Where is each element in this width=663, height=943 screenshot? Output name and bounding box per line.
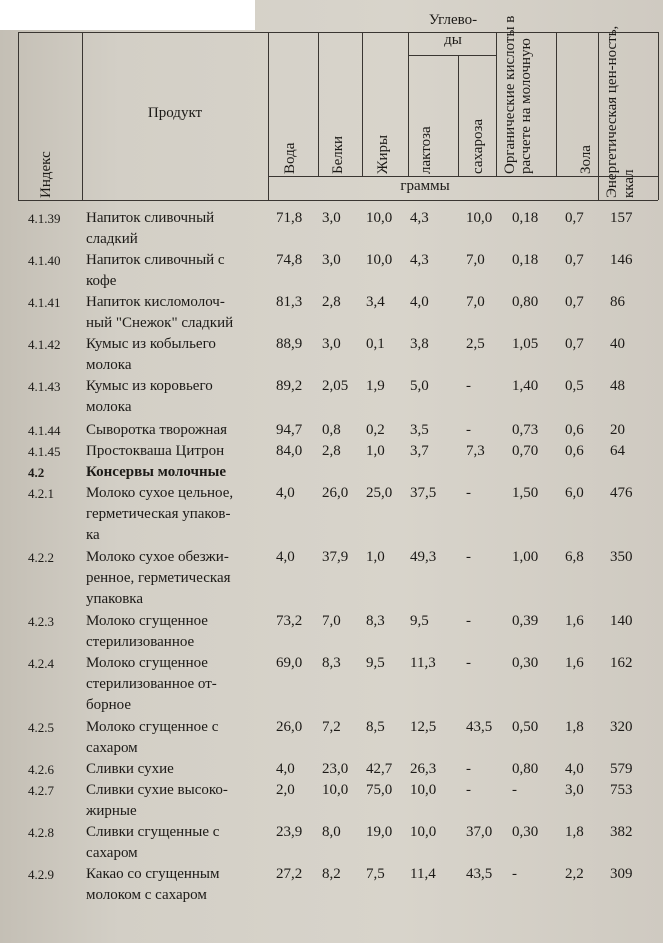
cell-sucrose: 7,0 [466,294,485,310]
carbs-subrule [408,55,496,56]
cell-water: 84,0 [276,443,303,459]
cell-ash: 0,7 [565,210,584,226]
cell-energy: 350 [610,549,633,565]
cell-fat: 8,3 [366,613,385,629]
cell-acids: 1,05 [512,336,539,352]
cell-lactose: 37,5 [410,485,437,501]
cell-fat: 1,0 [366,443,385,459]
cell-energy: 146 [610,252,633,268]
blank-area [0,0,255,30]
cell-ash: 0,6 [565,443,584,459]
product-name-line: Кумыс из кобыльего [86,336,216,352]
cell-lactose: 11,4 [410,866,436,882]
cell-protein: 8,2 [322,866,341,882]
product-name-line: Сливки сгущенные с [86,824,220,840]
row-index: 4.2.9 [28,867,54,882]
product-name-line: Сливки сухие [86,761,174,777]
product-name-line: сладкий [86,231,138,247]
header-water: Вода [282,142,298,174]
header-energy-wrap [602,4,656,198]
product-name-line: Молоко сгущенное [86,655,208,671]
cell-fat: 1,9 [366,378,385,394]
col-rule [496,32,497,176]
cell-ash: 0,7 [565,252,584,268]
cell-lactose: 49,3 [410,549,437,565]
cell-fat: 10,0 [366,252,393,268]
product-name-line: Кумыс из коровьего [86,378,213,394]
col-rule [658,32,659,200]
cell-acids: 0,39 [512,613,539,629]
row-product-name [86,611,266,653]
cell-fat: 10,0 [366,210,393,226]
cell-energy: 64 [610,443,625,459]
col-rule [268,32,269,200]
header-ash: Зола [578,145,594,174]
cell-water: 73,2 [276,613,303,629]
header-bottom-rule [18,200,658,201]
header-sucrose: сахароза [470,118,486,174]
cell-fat: 19,0 [366,824,393,840]
cell-fat: 42,7 [366,761,393,777]
cell-protein: 10,0 [322,782,349,798]
product-name-line: Молоко сгущенное [86,613,208,629]
cell-protein: 3,0 [322,252,341,268]
product-name-line: герметическая упаков- [86,506,231,522]
cell-water: 74,8 [276,252,303,268]
grams-rule [268,176,658,177]
cell-sucrose: 7,3 [466,443,485,459]
cell-lactose: 11,3 [410,655,436,671]
cell-fat: 8,5 [366,719,385,735]
row-product-name [86,759,266,780]
row-product-name [86,547,266,610]
cell-protein: 37,9 [322,549,349,565]
product-name-line: сахаром [86,740,138,756]
header-energy: Энергетическая цен-ность, ккал [604,25,637,198]
cell-water: 94,7 [276,422,303,438]
cell-acids: 0,80 [512,761,539,777]
product-name-line: жирные [86,803,137,819]
row-index: 4.2.1 [28,486,54,501]
cell-water: 88,9 [276,336,303,352]
row-index: 4.1.43 [28,379,61,394]
cell-ash: 0,5 [565,378,584,394]
row-product-name [86,462,266,483]
product-name-line: молоком с сахаром [86,887,207,903]
cell-lactose: 9,5 [410,613,429,629]
product-name-line: стерилизованное от- [86,676,217,692]
cell-lactose: 10,0 [410,824,437,840]
cell-ash: 0,6 [565,422,584,438]
header-acids: Органические кислоты в расчете на молочную [502,15,534,174]
cell-protein: 0,8 [322,422,341,438]
cell-ash: 4,0 [565,761,584,777]
row-index: 4.2.2 [28,550,54,565]
col-rule [598,32,599,200]
cell-energy: 476 [610,485,633,501]
cell-sucrose: 2,5 [466,336,485,352]
product-name-line: Простокваша Цитрон [86,443,225,459]
cell-sucrose: 10,0 [466,210,493,226]
cell-lactose: 5,0 [410,378,429,394]
cell-fat: 3,4 [366,294,385,310]
cell-ash: 2,2 [565,866,584,882]
header-product: Продукт [147,105,203,121]
cell-lactose: 10,0 [410,782,437,798]
cell-sucrose: - [466,549,471,565]
product-name-line: ка [86,527,100,543]
cell-protein: 7,0 [322,613,341,629]
product-name-line: Какао со сгущенным [86,866,220,882]
cell-sucrose: - [466,761,471,777]
cell-energy: 20 [610,422,625,438]
cell-water: 89,2 [276,378,303,394]
cell-acids: 0,70 [512,443,539,459]
cell-ash: 6,8 [565,549,584,565]
cell-sucrose: 37,0 [466,824,493,840]
cell-sucrose: - [466,655,471,671]
cell-water: 26,0 [276,719,303,735]
cell-ash: 6,0 [565,485,584,501]
row-product-name [86,334,266,376]
cell-water: 27,2 [276,866,303,882]
cell-protein: 8,3 [322,655,341,671]
header-lactose: лактоза [418,126,434,174]
row-product-name [86,250,266,292]
cell-lactose: 12,5 [410,719,437,735]
header-acids-wrap [500,12,554,174]
row-index: 4.2.8 [28,825,54,840]
row-index: 4.2.3 [28,614,54,629]
cell-ash: 0,7 [565,336,584,352]
cell-sucrose: - [466,485,471,501]
col-rule [408,32,409,176]
cell-energy: 140 [610,613,633,629]
cell-acids: 0,30 [512,824,539,840]
cell-sucrose: - [466,378,471,394]
product-name-line: молока [86,357,132,373]
product-name-line: Напиток кисломолоч- [86,294,225,310]
row-index: 4.1.41 [28,295,61,310]
row-product-name [86,780,266,822]
cell-water: 71,8 [276,210,303,226]
header-protein: Белки [330,135,346,174]
row-index: 4.2.6 [28,762,54,777]
cell-ash: 1,8 [565,719,584,735]
product-name-line: борное [86,697,131,713]
cell-acids: 0,73 [512,422,539,438]
cell-protein: 2,8 [322,443,341,459]
cell-lactose: 3,5 [410,422,429,438]
product-name-line: ренное, герметическая [86,570,231,586]
product-name-line: Молоко сгущенное с [86,719,219,735]
cell-water: 23,9 [276,824,303,840]
cell-lactose: 26,3 [410,761,437,777]
cell-energy: 162 [610,655,633,671]
header-carbs: Углево- ды [428,12,478,48]
row-index: 4.1.42 [28,337,61,352]
cell-protein: 23,0 [322,761,349,777]
col-rule [318,32,319,176]
row-product-name [86,376,266,418]
cell-protein: 2,8 [322,294,341,310]
product-name-line: молока [86,399,132,415]
cell-energy: 382 [610,824,633,840]
product-name-line: упаковка [86,591,144,607]
cell-ash: 3,0 [565,782,584,798]
row-product-name [86,822,266,864]
row-index: 4.1.40 [28,253,61,268]
cell-water: 81,3 [276,294,303,310]
row-index: 4.1.39 [28,211,61,226]
cell-protein: 3,0 [322,336,341,352]
row-product-name [86,420,266,441]
cell-sucrose: 43,5 [466,719,493,735]
cell-energy: 309 [610,866,633,882]
cell-lactose: 4,0 [410,294,429,310]
row-index: 4.1.44 [28,423,61,438]
col-rule [18,32,19,200]
product-name-line: Сливки сухие высоко- [86,782,228,798]
cell-acids: - [512,782,517,798]
cell-sucrose: - [466,782,471,798]
row-index: 4.2 [28,465,45,480]
col-rule [362,32,363,176]
product-name-line: ный "Снежок" сладкий [86,315,234,331]
cell-acids: 0,50 [512,719,539,735]
row-product-name [86,653,266,716]
cell-fat: 9,5 [366,655,385,671]
row-product-name [86,208,266,250]
cell-lactose: 3,8 [410,336,429,352]
cell-fat: 0,2 [366,422,385,438]
cell-ash: 1,6 [565,655,584,671]
row-product-name [86,864,266,906]
cell-ash: 1,6 [565,613,584,629]
cell-energy: 320 [610,719,633,735]
product-name-line: Напиток сливочный с [86,252,225,268]
cell-protein: 7,2 [322,719,341,735]
cell-energy: 753 [610,782,633,798]
cell-fat: 1,0 [366,549,385,565]
row-product-name [86,441,266,462]
product-name-line: Молоко сухое обезжи- [86,549,229,565]
cell-energy: 86 [610,294,625,310]
cell-lactose: 4,3 [410,210,429,226]
product-name-line: сахаром [86,845,138,861]
cell-acids: 1,00 [512,549,539,565]
header-index: Индекс [38,151,54,198]
cell-sucrose: 7,0 [466,252,485,268]
row-index: 4.2.4 [28,656,54,671]
cell-lactose: 4,3 [410,252,429,268]
col-rule [556,32,557,176]
cell-acids: 0,30 [512,655,539,671]
cell-ash: 1,8 [565,824,584,840]
row-index: 4.1.45 [28,444,61,459]
cell-water: 4,0 [276,485,295,501]
cell-fat: 75,0 [366,782,393,798]
cell-ash: 0,7 [565,294,584,310]
product-name-line: кофе [86,273,117,289]
product-name-line: Сыворотка творожная [86,422,227,438]
product-name-line: Напиток сливочный [86,210,215,226]
cell-acids: - [512,866,517,882]
col-rule [82,32,83,200]
col-rule [458,55,459,176]
cell-protein: 2,05 [322,378,349,394]
cell-fat: 0,1 [366,336,385,352]
cell-protein: 26,0 [322,485,349,501]
product-name-line: стерилизованное [86,634,195,650]
cell-energy: 579 [610,761,633,777]
cell-fat: 7,5 [366,866,385,882]
cell-sucrose: - [466,422,471,438]
cell-sucrose: - [466,613,471,629]
row-product-name [86,717,266,759]
row-index: 4.2.5 [28,720,54,735]
cell-water: 2,0 [276,782,295,798]
header-top-rule [18,32,658,33]
cell-water: 4,0 [276,761,295,777]
cell-acids: 0,18 [512,252,539,268]
cell-energy: 48 [610,378,625,394]
cell-acids: 1,40 [512,378,539,394]
cell-sucrose: 43,5 [466,866,493,882]
row-product-name [86,292,266,334]
cell-water: 4,0 [276,549,295,565]
cell-lactose: 3,7 [410,443,429,459]
cell-water: 69,0 [276,655,303,671]
row-product-name [86,483,266,546]
cell-acids: 0,18 [512,210,539,226]
cell-acids: 0,80 [512,294,539,310]
header-grams: граммы [400,178,450,194]
cell-acids: 1,50 [512,485,539,501]
cell-energy: 157 [610,210,633,226]
cell-protein: 8,0 [322,824,341,840]
row-index: 4.2.7 [28,783,54,798]
product-name-line: Консервы молочные [86,464,226,480]
header-fat: Жиры [375,134,391,174]
cell-fat: 25,0 [366,485,393,501]
product-name-line: Молоко сухое цельное, [86,485,234,501]
cell-protein: 3,0 [322,210,341,226]
cell-energy: 40 [610,336,625,352]
